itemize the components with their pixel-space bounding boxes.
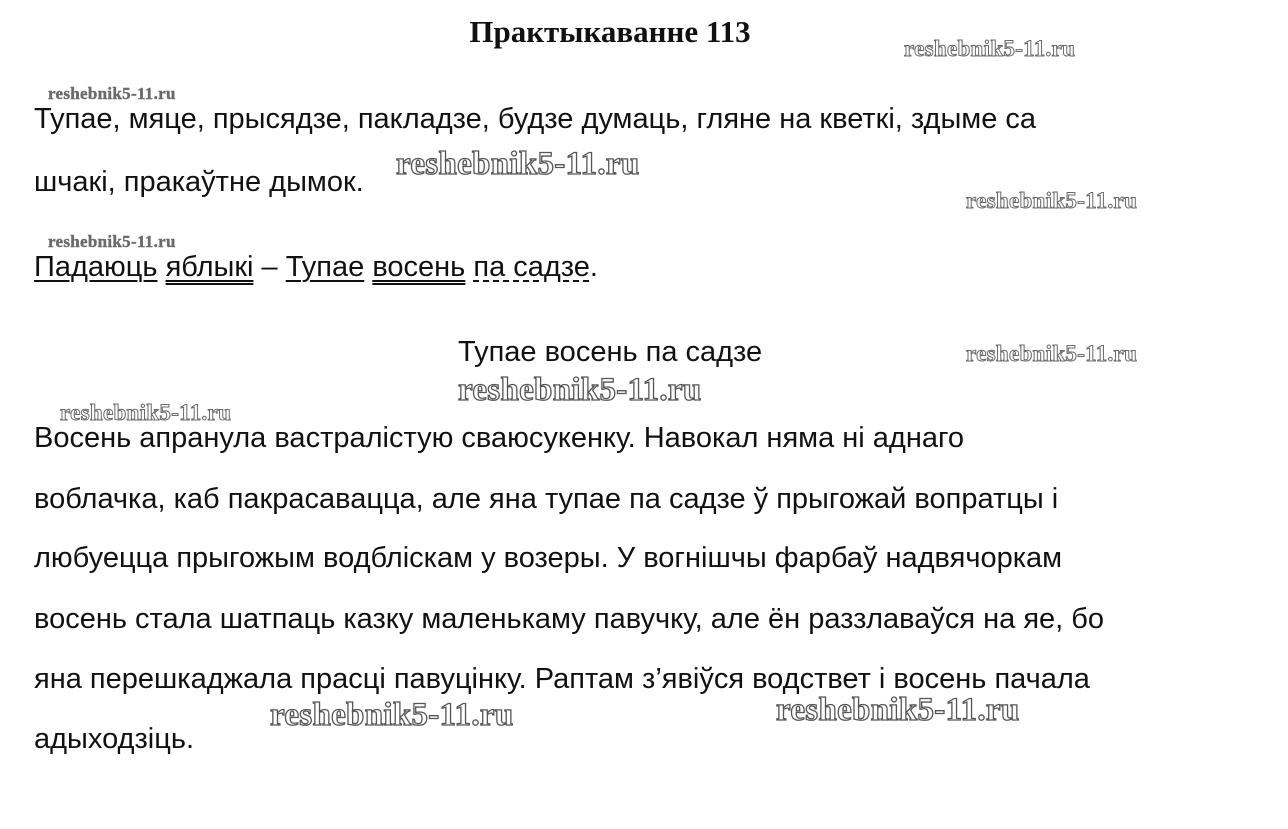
analysis-subject-1: яблыкі bbox=[165, 251, 254, 283]
essay-line-2: воблачка, каб пакрасавацца, але яна тупае па садзе ў прыгожай вопратцы і bbox=[34, 483, 1059, 515]
paragraph1-line-2: шчакі, пракаўтне дымок. bbox=[34, 166, 364, 198]
essay-line-6: адыходзіць. bbox=[34, 723, 194, 755]
essay-line-4: восень стала шатпаць казку маленькаму павучку, але ён раззлаваўся на яе, бо bbox=[34, 603, 1105, 635]
page-title: Практыкаванне 113 bbox=[469, 14, 751, 49]
analysis-period: . bbox=[589, 251, 598, 283]
sentence-analysis bbox=[34, 249, 598, 285]
watermark: reshebnik5-11.ru bbox=[904, 36, 1076, 61]
paragraph1-line-1: Тупае, мяце, прысядзе, пакладзе, будзе думаць, гляне на кветкі, здыме са bbox=[34, 103, 1037, 135]
analysis-subject-2: восень bbox=[372, 251, 466, 283]
analysis-predicate-1: Падаюць bbox=[34, 251, 158, 283]
analysis-predicate-2: Тупае bbox=[285, 251, 365, 283]
essay-line-3: любуецца прыгожым водбліскам у возеры. У вогнішчы фарбаў надвячоркам bbox=[34, 542, 1063, 574]
essay-title: Тупае восень па садзе bbox=[458, 336, 763, 368]
watermark: reshebnik5-11.ru bbox=[48, 84, 176, 103]
watermark: reshebnik5-11.ru bbox=[966, 341, 1138, 366]
analysis-dash: – bbox=[253, 251, 286, 283]
watermark: reshebnik5-11.ru bbox=[270, 697, 514, 733]
watermark: reshebnik5-11.ru bbox=[966, 188, 1138, 213]
watermark: reshebnik5-11.ru bbox=[48, 232, 176, 251]
watermark: reshebnik5-11.ru bbox=[60, 400, 232, 425]
analysis-adverbial: па садзе bbox=[473, 251, 590, 283]
essay-line-5: яна перешкаджала прасці павуцінку. Раптам з’явіўся водствет і восень пачала bbox=[34, 663, 1090, 695]
watermark: reshebnik5-11.ru bbox=[776, 692, 1020, 728]
essay-line-1: Восень апранула вастралістую сваюсукенку. Навокал няма ні аднаго bbox=[34, 422, 965, 454]
watermark: reshebnik5-11.ru bbox=[396, 146, 640, 182]
watermark: reshebnik5-11.ru bbox=[458, 372, 702, 408]
